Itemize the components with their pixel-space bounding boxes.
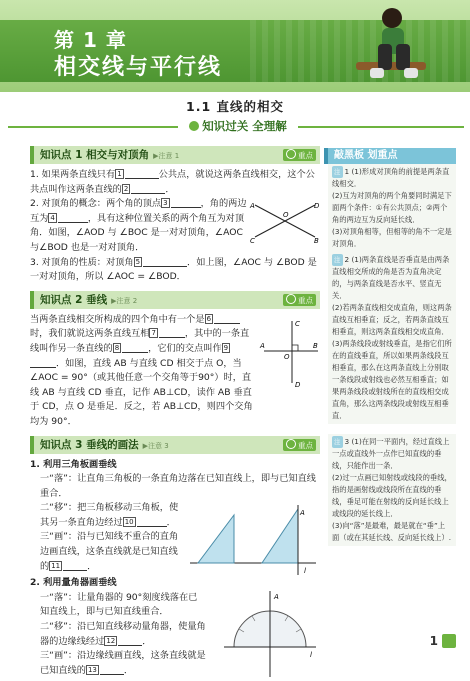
kp1-text: ． <box>165 183 175 195</box>
kp3-note: ▶注意 3 <box>142 441 169 450</box>
knowledge-bar <box>8 118 464 136</box>
page-marker-icon <box>442 634 456 648</box>
kp3-triangle-wrap <box>30 501 320 574</box>
blank-number: 8 <box>114 343 120 352</box>
side-note-3 <box>328 434 456 546</box>
kp3-text: 一“落”：让量角器的 90°刻度线落在已知直线上，即与已知直线重合． <box>40 591 198 618</box>
divider-right <box>298 126 464 128</box>
main-column <box>30 146 320 678</box>
knowledge-bar-title <box>178 118 298 136</box>
chapter-title: 相交线与平行线 <box>54 55 223 80</box>
kp2-text-block <box>30 313 256 430</box>
side-text: (3)两条线段或射线垂直，是指它们所在的直线垂直，所以如果两条线段互相垂直，那么在这两条直线上分别取一条线段或射线也必然互相垂直；如果两条线段或射线所在的直线相交成直角，那么这两条线段或射线互相垂直． <box>332 339 452 420</box>
label-d: D <box>314 202 320 211</box>
side-text: 1 (1)形成对顶角的前提是两条直线相交． <box>332 167 450 188</box>
kp2-header <box>30 291 320 309</box>
kp3-heading1: 1. 利用三角板画垂线 <box>30 458 117 470</box>
note-tag-icon: 注 <box>334 438 341 446</box>
blank-number: 7 <box>151 329 156 338</box>
label-o: O <box>283 211 289 220</box>
kp1-text: ．如上图，∠AOC 与 ∠BOD 是一对对顶角，所以 ∠AOC = ∠BOD． <box>30 256 317 283</box>
label-l: l <box>304 567 306 576</box>
kp1-header <box>30 146 320 164</box>
kp3-badge-label: 重点 <box>298 440 313 450</box>
kp1-title: 知识点 1 相交与对顶角 <box>40 149 150 161</box>
blank-number: 5 <box>135 257 141 266</box>
label-a: A <box>300 509 305 518</box>
label-l: l <box>310 650 312 659</box>
side-text: (3)向“落”是最难，最是就在“垂”上面（或在其延长线、反向延长线上）. <box>332 521 452 542</box>
answer-blank[interactable] <box>125 169 159 179</box>
kp1-note: ▶注意 1 <box>153 152 180 160</box>
label-a: A <box>274 592 279 601</box>
kp1-text: ，角的两边互为 <box>30 198 247 224</box>
blank-number: 3 <box>163 199 168 208</box>
kp3-text: 二“移”：把三角板移动三角板，使其另一条直角边经过 <box>40 502 179 528</box>
answer-blank[interactable] <box>100 665 124 675</box>
label-o: O <box>284 352 290 361</box>
kp3-text: 三“画”：沿与已知线不重合的直角边画直线，这条直线就是已知直线的 <box>40 531 179 572</box>
label-a: A <box>260 341 265 350</box>
kp3-text: 二“移”：沿已知直线移动量角器，使量角器的边缘线经过 <box>40 621 206 647</box>
label-d: D <box>295 380 301 389</box>
chapter-banner <box>0 0 470 92</box>
kp2-text: 时，我们就说这两条直线互相 <box>30 328 150 340</box>
kp2-body <box>30 313 320 430</box>
side-note-1 <box>328 164 456 252</box>
kp2-title: 知识点 2 垂线 <box>40 293 108 306</box>
kp3-text: ． <box>123 664 134 676</box>
kp1-item1 <box>30 168 320 197</box>
kp2-badge-label: 重点 <box>298 295 313 305</box>
answer-blank[interactable] <box>30 358 56 368</box>
answer-blank[interactable] <box>122 343 148 353</box>
bullet-icon <box>189 121 199 131</box>
triangle-ruler-figure <box>188 501 318 577</box>
kp3-steps-23 <box>30 501 180 574</box>
protractor-figure <box>220 585 320 681</box>
side-text: (3)对顶角相等，但相等的角不一定是对顶角． <box>332 227 452 248</box>
answer-blank[interactable] <box>159 328 185 338</box>
kp1-text: 2. 对顶角的概念：两个角的顶点 <box>30 198 162 210</box>
answer-blank[interactable] <box>118 636 142 646</box>
kp1-text: 公共点，就说这两条直线相交，这个公共点叫作这两条直线的 <box>30 169 315 195</box>
student-illustration <box>352 4 430 90</box>
kp1-item2-wrap <box>30 197 320 255</box>
answer-blank[interactable] <box>63 561 87 571</box>
kp1-item2 <box>30 197 248 255</box>
kp3-heading2: 2. 利用量角器画垂线 <box>30 577 117 589</box>
blank-number: 4 <box>50 213 55 222</box>
kp1-text: ，具有这种位置关系的两个角互为对顶角．如图，∠AOD 与 ∠BOC 是一对对顶角，∠AOC 与∠BOD 也是一对对顶角． <box>30 212 245 253</box>
blank-number: 13 <box>87 665 97 674</box>
label-a: A <box>250 202 255 211</box>
kp3-header <box>30 436 320 454</box>
kp3-protractor-steps <box>30 591 206 679</box>
blank-number: 11 <box>51 561 61 570</box>
kp3-badge <box>283 439 316 451</box>
side-text: 3 (1)在同一平面内，经过直线上一点或直线外一点作已知直线的垂线，只能作出一条． <box>332 437 450 470</box>
blank-number: 10 <box>124 517 134 526</box>
kp3-text: 三“画”：沿边缘线画直线，这条直线就是已知直线的 <box>40 650 206 676</box>
side-text: (2)互为对顶角的两个角要同时满足下面两个条件：①有公共顶点；②两个角的两边互为反向延长线． <box>332 191 452 224</box>
perpendicular-figure <box>260 317 320 387</box>
side-text: (2)若两条直线相交成直角，则这两条直线互相垂直；反之，若两条直线互相垂直，则这两条直线相交成直角． <box>332 303 452 336</box>
label-c: C <box>295 319 300 328</box>
vertical-angles-figure <box>250 199 320 246</box>
kp1-badge-label: 重点 <box>298 151 313 160</box>
blank-number: 6 <box>206 314 212 323</box>
kp2-text: ，它们的交点叫作 <box>148 342 222 354</box>
note-tag-icon: 注 <box>334 256 341 264</box>
kp2-note: ▶注意 2 <box>111 296 138 305</box>
kp1-badge <box>283 149 316 161</box>
blank-number: 9 <box>223 343 229 352</box>
side-text: (2)过一点画已知射线或线段的垂线，指的是画射线或线段所在直线的垂线，垂足可能在射线的反向延长线上或线段的延长线上． <box>332 473 452 518</box>
kp1-text: 1. 如果两条直线只有 <box>30 169 116 180</box>
kp3-text: ． <box>166 516 176 528</box>
blank-number: 1 <box>117 170 122 178</box>
kp3-step1: 一“落”：让直角三角板的一条直角边落在已知直线上，即与已知直线重合． <box>40 473 316 499</box>
section-title: 1.1 直线的相交 <box>186 99 284 114</box>
answer-blank[interactable] <box>171 198 201 208</box>
kp3-text: ． <box>142 635 152 647</box>
chapter-number: 第 1 章 <box>54 28 127 52</box>
side-header: 敲黑板 划重点 <box>328 148 456 164</box>
answer-blank[interactable] <box>137 517 167 527</box>
page-number <box>420 632 456 652</box>
divider-left <box>8 126 178 128</box>
blank-number: 2 <box>123 184 129 193</box>
side-column <box>328 148 456 546</box>
kp1-item3 <box>30 256 320 285</box>
label-b: B <box>314 237 319 246</box>
kp3-title: 知识点 3 垂线的画法 <box>40 438 139 451</box>
answer-blank[interactable] <box>131 184 165 194</box>
kp2-text: 当两条直线相交所构成的四个角中有一个是 <box>30 313 205 325</box>
kp3-text: ． <box>87 560 97 572</box>
label-c: C <box>250 237 255 246</box>
kp3-protractor-wrap <box>30 591 320 679</box>
answer-blank[interactable] <box>58 213 88 223</box>
label-b: B <box>313 341 318 350</box>
side-text: 2 (1)两条直线是否垂直是由两条直线相交所成的角是否为直角决定的，与两条直线是否水平、竖直无关． <box>332 255 450 300</box>
kp2-text: ，其中的一条直线叫作另一条直线的 <box>30 328 250 354</box>
page-number-text: 1 <box>429 634 438 648</box>
note-tag-icon: 注 <box>334 168 341 176</box>
kp2-text: ．如图，直线 AB 与直线 CD 相交于点 O，当∠AOC = 90°（或其他任意一个交角等于90°）时，直线 AB 与直线 CD 垂直，记作 AB⊥CD，读作 AB 垂直于 CD，点 O 是垂足．反之，若 AB⊥CD，则四个交角均为 90°． <box>30 357 253 427</box>
answer-blank[interactable] <box>214 314 240 324</box>
answer-blank[interactable] <box>143 257 187 267</box>
knowledge-bar-label: 知识过关 全理解 <box>202 119 287 133</box>
side-note-2 <box>328 252 456 424</box>
kp2-badge <box>283 294 316 306</box>
blank-number: 12 <box>106 636 116 645</box>
kp1-text: 3. 对顶角的性质：对顶角 <box>30 256 134 268</box>
